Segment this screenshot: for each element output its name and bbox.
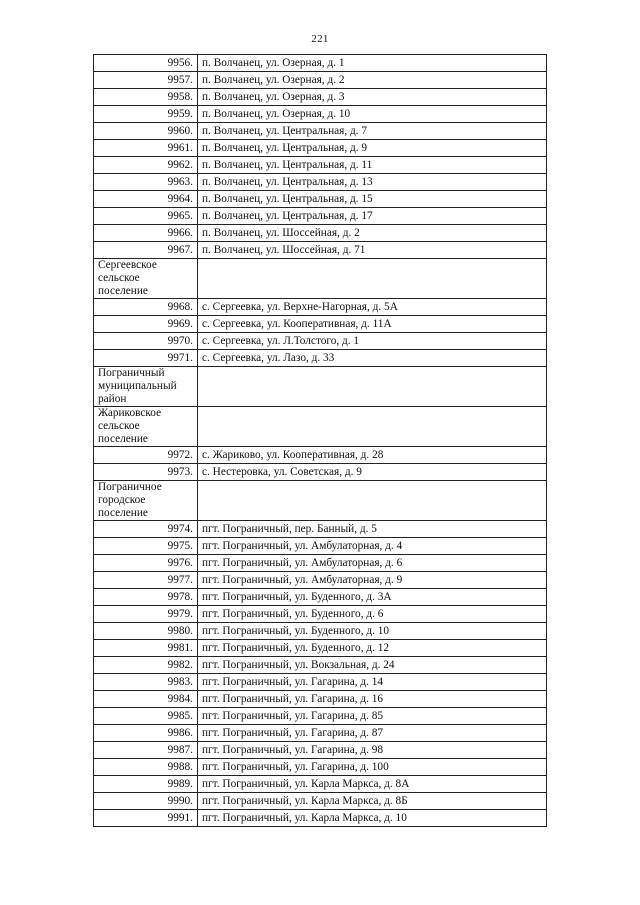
section-name-line: Пограничное bbox=[98, 481, 162, 493]
section-empty-cell bbox=[198, 367, 547, 407]
row-number: 9965. bbox=[94, 208, 198, 225]
row-number: 9957. bbox=[94, 72, 198, 89]
row-address: пгт. Пограничный, ул. Гагарина, д. 100 bbox=[198, 759, 547, 776]
table-row bbox=[94, 793, 547, 810]
row-address: пгт. Пограничный, ул. Вокзальная, д. 24 bbox=[198, 657, 547, 674]
row-address: п. Волчанец, ул. Центральная, д. 7 bbox=[198, 123, 547, 140]
table-row bbox=[94, 123, 547, 140]
row-address: с. Нестеровка, ул. Советская, д. 9 bbox=[198, 464, 547, 481]
row-number: 9966. bbox=[94, 225, 198, 242]
section-row bbox=[94, 481, 547, 521]
row-address: п. Волчанец, ул. Озерная, д. 10 bbox=[198, 106, 547, 123]
section-name bbox=[94, 407, 198, 447]
section-row bbox=[94, 259, 547, 299]
row-number: 9982. bbox=[94, 657, 198, 674]
row-address: пгт. Пограничный, ул. Буденного, д. 10 bbox=[198, 623, 547, 640]
table-row bbox=[94, 521, 547, 538]
row-address: пгт. Пограничный, ул. Гагарина, д. 87 bbox=[198, 725, 547, 742]
row-number: 9991. bbox=[94, 810, 198, 827]
row-number: 9972. bbox=[94, 447, 198, 464]
row-number: 9973. bbox=[94, 464, 198, 481]
section-name-line: Пограничный bbox=[98, 367, 165, 379]
table-row bbox=[94, 674, 547, 691]
table-row bbox=[94, 776, 547, 793]
page-number: 221 bbox=[311, 33, 329, 45]
address-table bbox=[93, 54, 547, 827]
table-row bbox=[94, 538, 547, 555]
section-row bbox=[94, 407, 547, 447]
table-row bbox=[94, 89, 547, 106]
row-number: 9976. bbox=[94, 555, 198, 572]
row-number: 9985. bbox=[94, 708, 198, 725]
row-address: п. Волчанец, ул. Центральная, д. 15 bbox=[198, 191, 547, 208]
table-row bbox=[94, 810, 547, 827]
row-address: пгт. Пограничный, ул. Буденного, д. 3А bbox=[198, 589, 547, 606]
row-number: 9958. bbox=[94, 89, 198, 106]
section-name-line: район bbox=[98, 393, 127, 405]
row-number: 9983. bbox=[94, 674, 198, 691]
table-row bbox=[94, 72, 547, 89]
table-row bbox=[94, 157, 547, 174]
table-row bbox=[94, 742, 547, 759]
section-name bbox=[94, 367, 198, 407]
row-number: 9968. bbox=[94, 299, 198, 316]
row-address: с. Жариково, ул. Кооперативная, д. 28 bbox=[198, 447, 547, 464]
section-row bbox=[94, 367, 547, 407]
row-address: пгт. Пограничный, пер. Банный, д. 5 bbox=[198, 521, 547, 538]
row-number: 9959. bbox=[94, 106, 198, 123]
row-address: пгт. Пограничный, ул. Карла Маркса, д. 8Б bbox=[198, 793, 547, 810]
table-row bbox=[94, 708, 547, 725]
section-empty-cell bbox=[198, 481, 547, 521]
row-address: п. Волчанец, ул. Центральная, д. 11 bbox=[198, 157, 547, 174]
table-row bbox=[94, 606, 547, 623]
row-address: п. Волчанец, ул. Центральная, д. 17 bbox=[198, 208, 547, 225]
section-name-line: поселение bbox=[98, 507, 148, 519]
table-row bbox=[94, 640, 547, 657]
table-row bbox=[94, 242, 547, 259]
table-row bbox=[94, 572, 547, 589]
row-address: пгт. Пограничный, ул. Амбулаторная, д. 4 bbox=[198, 538, 547, 555]
section-name-line: Сергеевское bbox=[98, 259, 157, 271]
section-name bbox=[94, 481, 198, 521]
row-address: пгт. Пограничный, ул. Гагарина, д. 16 bbox=[198, 691, 547, 708]
row-number: 9987. bbox=[94, 742, 198, 759]
row-number: 9970. bbox=[94, 333, 198, 350]
row-number: 9960. bbox=[94, 123, 198, 140]
row-address: пгт. Пограничный, ул. Амбулаторная, д. 6 bbox=[198, 555, 547, 572]
row-address: пгт. Пограничный, ул. Гагарина, д. 98 bbox=[198, 742, 547, 759]
table-row bbox=[94, 299, 547, 316]
row-number: 9967. bbox=[94, 242, 198, 259]
section-name-line: городское bbox=[98, 494, 146, 506]
row-address: с. Сергеевка, ул. Верхне-Нагорная, д. 5А bbox=[198, 299, 547, 316]
table-row bbox=[94, 316, 547, 333]
row-number: 9986. bbox=[94, 725, 198, 742]
row-address: пгт. Пограничный, ул. Амбулаторная, д. 9 bbox=[198, 572, 547, 589]
section-empty-cell bbox=[198, 407, 547, 447]
row-number: 9964. bbox=[94, 191, 198, 208]
section-name-line: поселение bbox=[98, 433, 148, 445]
row-number: 9977. bbox=[94, 572, 198, 589]
row-address: пгт. Пограничный, ул. Гагарина, д. 85 bbox=[198, 708, 547, 725]
row-number: 9971. bbox=[94, 350, 198, 367]
table-row bbox=[94, 225, 547, 242]
table-row bbox=[94, 623, 547, 640]
table-row bbox=[94, 333, 547, 350]
row-address: п. Волчанец, ул. Озерная, д. 1 bbox=[198, 55, 547, 72]
row-number: 9956. bbox=[94, 55, 198, 72]
row-address: с. Сергеевка, ул. Л.Толстого, д. 1 bbox=[198, 333, 547, 350]
row-number: 9988. bbox=[94, 759, 198, 776]
row-number: 9980. bbox=[94, 623, 198, 640]
row-number: 9963. bbox=[94, 174, 198, 191]
row-address: пгт. Пограничный, ул. Карла Маркса, д. 8А bbox=[198, 776, 547, 793]
row-number: 9978. bbox=[94, 589, 198, 606]
table-row bbox=[94, 725, 547, 742]
table-row bbox=[94, 191, 547, 208]
section-name-line: поселение bbox=[98, 285, 148, 297]
row-address: пгт. Пограничный, ул. Буденного, д. 6 bbox=[198, 606, 547, 623]
row-address: п. Волчанец, ул. Центральная, д. 13 bbox=[198, 174, 547, 191]
row-address: пгт. Пограничный, ул. Гагарина, д. 14 bbox=[198, 674, 547, 691]
row-number: 9962. bbox=[94, 157, 198, 174]
section-name-line: сельское bbox=[98, 272, 140, 284]
row-address: с. Сергеевка, ул. Кооперативная, д. 11А bbox=[198, 316, 547, 333]
section-empty-cell bbox=[198, 259, 547, 299]
row-number: 9990. bbox=[94, 793, 198, 810]
table-row bbox=[94, 350, 547, 367]
table-row bbox=[94, 55, 547, 72]
row-address: с. Сергеевка, ул. Лазо, д. 33 bbox=[198, 350, 547, 367]
row-number: 9981. bbox=[94, 640, 198, 657]
table-row bbox=[94, 174, 547, 191]
row-number: 9961. bbox=[94, 140, 198, 157]
table-row bbox=[94, 464, 547, 481]
row-address: пгт. Пограничный, ул. Буденного, д. 12 bbox=[198, 640, 547, 657]
row-number: 9984. bbox=[94, 691, 198, 708]
row-number: 9969. bbox=[94, 316, 198, 333]
row-number: 9974. bbox=[94, 521, 198, 538]
row-address: п. Волчанец, ул. Озерная, д. 3 bbox=[198, 89, 547, 106]
row-address: п. Волчанец, ул. Шоссейная, д. 2 bbox=[198, 225, 547, 242]
table-row bbox=[94, 447, 547, 464]
table-row bbox=[94, 208, 547, 225]
section-name-line: муниципальный bbox=[98, 380, 177, 392]
table-row bbox=[94, 555, 547, 572]
address-table-body bbox=[94, 55, 547, 827]
section-name bbox=[94, 259, 198, 299]
table-row bbox=[94, 140, 547, 157]
row-address: п. Волчанец, ул. Шоссейная, д. 71 bbox=[198, 242, 547, 259]
row-number: 9975. bbox=[94, 538, 198, 555]
row-number: 9979. bbox=[94, 606, 198, 623]
table-row bbox=[94, 657, 547, 674]
section-name-line: сельское bbox=[98, 420, 140, 432]
table-row bbox=[94, 589, 547, 606]
table-row bbox=[94, 759, 547, 776]
row-address: пгт. Пограничный, ул. Карла Маркса, д. 10 bbox=[198, 810, 547, 827]
row-address: п. Волчанец, ул. Центральная, д. 9 bbox=[198, 140, 547, 157]
row-number: 9989. bbox=[94, 776, 198, 793]
table-row bbox=[94, 106, 547, 123]
section-name-line: Жариковское bbox=[98, 407, 162, 419]
table-row bbox=[94, 691, 547, 708]
row-address: п. Волчанец, ул. Озерная, д. 2 bbox=[198, 72, 547, 89]
